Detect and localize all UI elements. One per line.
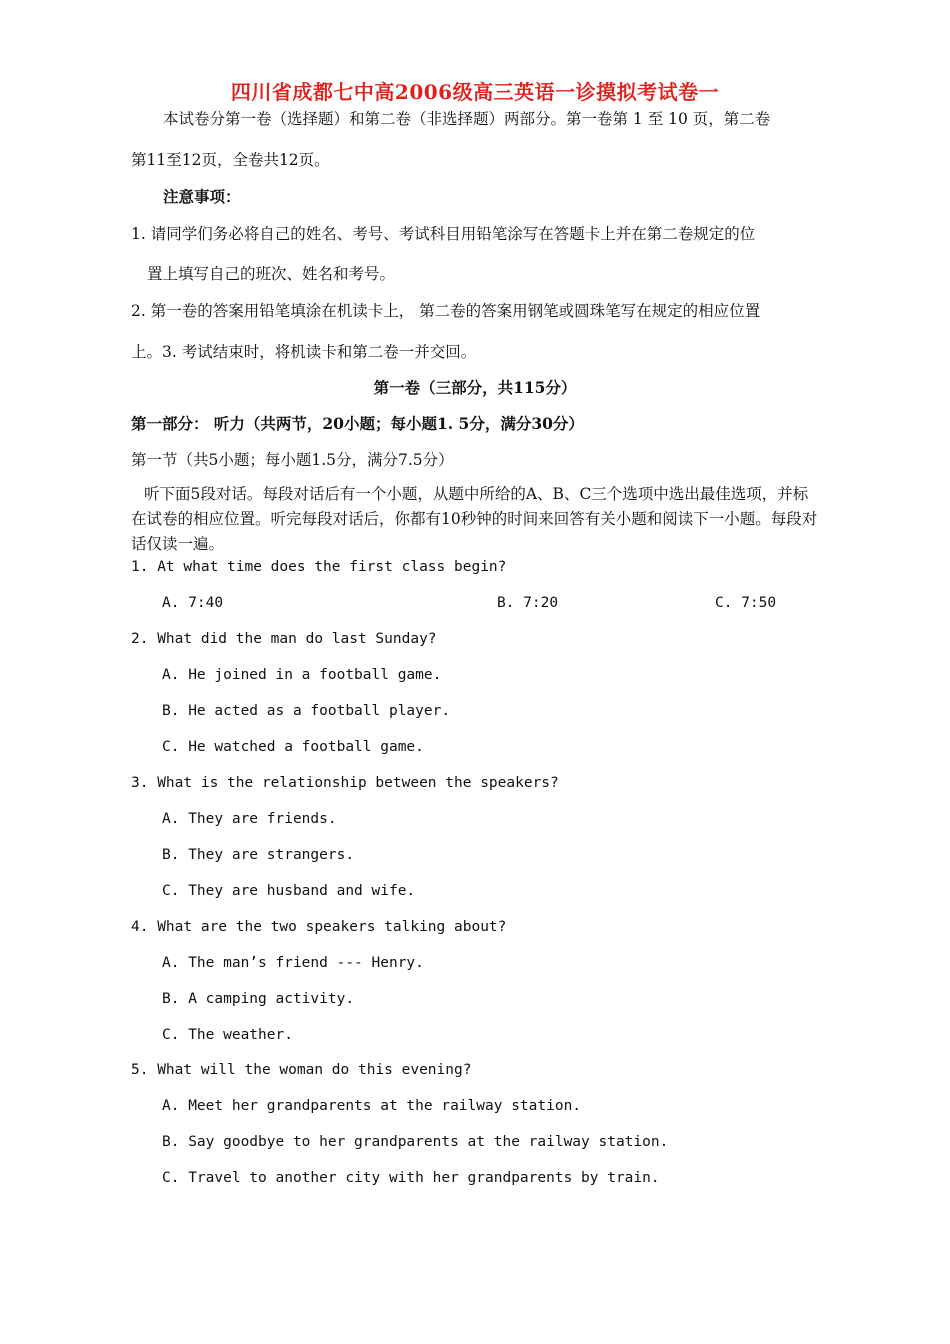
question-4: 4. What are the two speakers talking about? xyxy=(131,919,507,935)
question-2-option-a: A. He joined in a football game. xyxy=(162,667,442,683)
question-1-option-b: B. 7:20 xyxy=(497,595,559,611)
question-5-option-c: C. Travel to another city with her grandparents by train. xyxy=(162,1170,660,1186)
question-3-option-c: C. They are husband and wife. xyxy=(162,883,416,899)
intro-line-2: 第11至12页，全卷共12页。 xyxy=(131,151,330,169)
volume-1-heading: 第一卷（三部分，共115分） xyxy=(373,378,577,397)
question-1-option-c: C. 7:50 xyxy=(715,595,777,611)
note-1-line-2: 置上填写自己的班次、姓名和考号。 xyxy=(147,265,396,283)
question-3-option-a: A. They are friends. xyxy=(162,811,337,827)
question-5-option-b: B. Say goodbye to her grandparents at the railway station. xyxy=(162,1134,669,1150)
note-1-line-1: 1. 请同学们务必将自己的姓名、考号、考试科目用铅笔涂写在答题卡上并在第二卷规定的位 xyxy=(131,225,756,243)
exam-title: 四川省成都七中高2006级高三英语一诊摸拟考试卷一 xyxy=(230,80,720,104)
section-1-heading: 第一节（共5小题；每小题1.5分，满分7.5分） xyxy=(131,451,454,469)
question-4-option-c: C. The weather. xyxy=(162,1027,293,1043)
question-1-option-a: A. 7:40 xyxy=(162,595,224,611)
question-4-option-b: B. A camping activity. xyxy=(162,991,355,1007)
question-3: 3. What is the relationship between the speakers? xyxy=(131,775,559,791)
question-2-option-c: C. He watched a football game. xyxy=(162,739,424,755)
question-2-option-b: B. He acted as a football player. xyxy=(162,703,451,719)
question-5: 5. What will the woman do this evening? xyxy=(131,1062,472,1078)
listening-instructions: 听下面5段对话。每段对话后有一个小题，从题中所给的A、B、C三个选项中选出最佳选项，并标在试卷的相应位置。听完每段对话后，你都有10秒钟的时间来回答有关小题和阅读下一小题。每段对话仅读一遍。 xyxy=(131,485,818,553)
question-3-option-b: B. They are strangers. xyxy=(162,847,355,863)
question-4-option-a: A. The man’s friend --- Henry. xyxy=(162,955,424,971)
note-2-line-2: 上。3. 考试结束时，将机读卡和第二卷一并交回。 xyxy=(131,343,477,361)
note-2-line-1: 2. 第一卷的答案用铅笔填涂在机读卡上， 第二卷的答案用钢笔或圆珠笔写在规定的相应位置 xyxy=(131,302,761,320)
question-1: 1. At what time does the first class begin? xyxy=(131,559,507,575)
question-5-option-a: A. Meet her grandparents at the railway station. xyxy=(162,1098,582,1114)
part-1-heading: 第一部分： 听力（共两节，20小题；每小题1. 5分，满分30分） xyxy=(131,414,584,433)
intro-line-1: 本试卷分第一卷（选择题）和第二卷（非选择题）两部分。第一卷第 1 至 10 页，第二卷 xyxy=(163,110,771,128)
question-2: 2. What did the man do last Sunday? xyxy=(131,631,437,647)
notes-heading: 注意事项： xyxy=(163,187,241,206)
